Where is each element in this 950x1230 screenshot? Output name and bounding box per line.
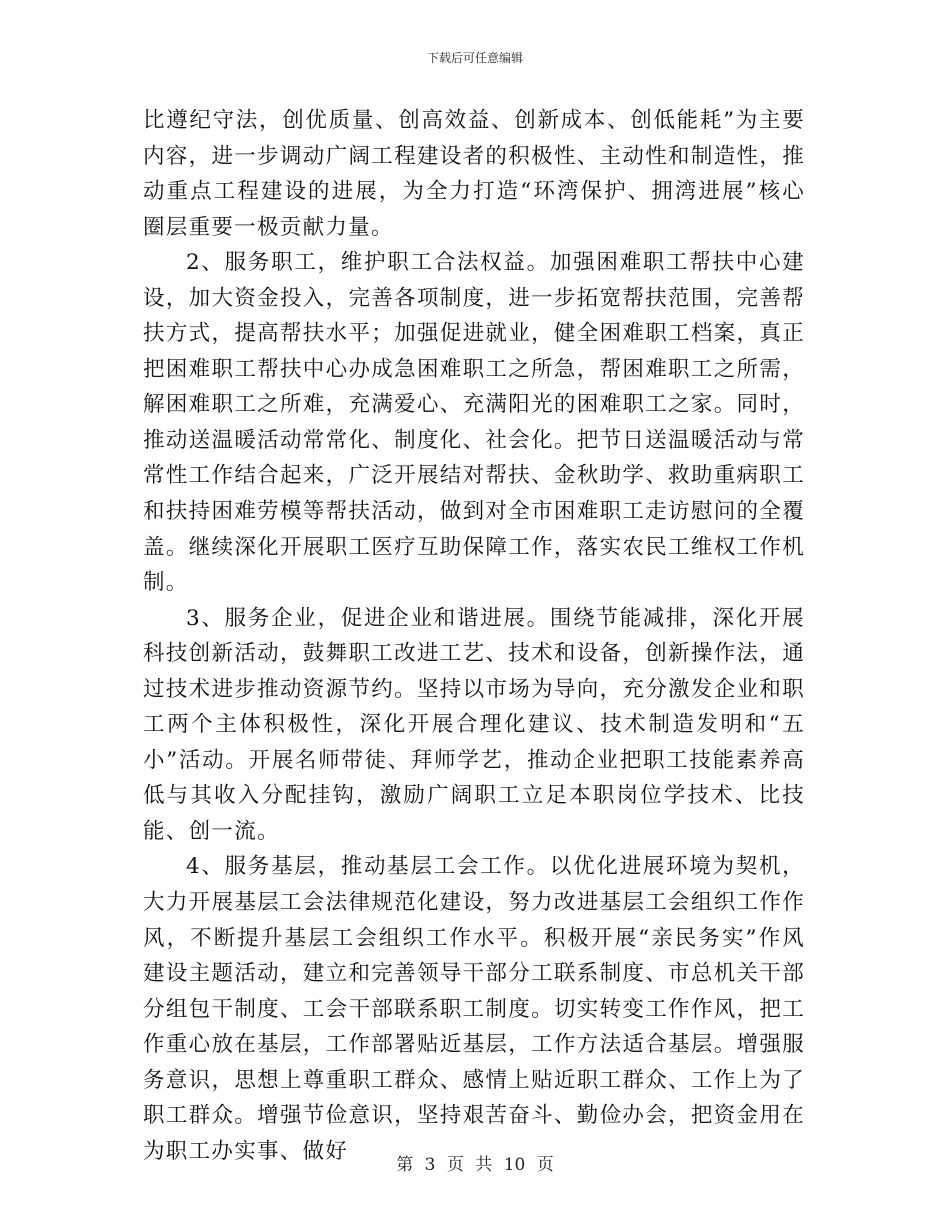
paragraph-serve-workers: 2、服务职工，维护职工合法权益。加强困难职工帮扶中心建设，加大资金投入，完善各项制度，进一步拓宽帮扶范围，完善帮扶方式，提高帮扶水平；加强促进就业，健全困难职工档案，真正把困难职工帮扶中心办成急困难职工之所急，帮困难职工之所需，解困难职工之所难，充满爱心、充满阳光的困难职工之家。同时，推动送温暖活动常常化、制度化、社会化。把节日送温暖活动与常常性工作结合起来，广泛开展结对帮扶、金秋助学、救助重病职工和扶持困难劳模等帮扶活动，做到对全市困难职工走访慰问的全覆盖。继续深化开展职工医疗互助保障工作，落实农民工维权工作机制。: [143, 250, 805, 596]
page-header-note: 下载后可任意编辑: [426, 51, 523, 65]
page-number-footer: 第 3 页 共 10 页: [396, 1155, 554, 1175]
paragraph-continuation: 比遵纪守法，创优质量、创高效益、创新成本、创低能耗”为主要内容，进一步调动广阔工程建设者的积极性、主动性和制造性，推动重点工程建设的进展，为全力打造“环湾保护、拥湾进展”核心圈层重要一极贡献力量。: [143, 108, 805, 240]
document-body: [143, 103, 805, 1169]
paragraph-serve-enterprises: 3、服务企业，促进企业和谐进展。围绕节能减排，深化开展科技创新活动，鼓舞职工改进工艺、技术和设备，创新操作法，通过技术进步推动资源节约。坚持以市场为导向，充分激发企业和职工两个主体积极性，深化开展合理化建议、技术制造发明和“五小”活动。开展名师带徒、拜师学艺，推动企业把职工技能素养高低与其收入分配挂钩，激励广阔职工立足本职岗位学技术、比技能、创一流。: [143, 605, 805, 844]
paragraph-serve-grassroots: 4、服务基层，推动基层工会工作。以优化进展环境为契机，大力开展基层工会法律规范化建设，努力改进基层工会组织工作作风，不断提升基层工会组织工作水平。积极开展“亲民务实”作风建设主题活动，建立和完善领导干部分工联系制度、市总机关干部分组包干制度、工会干部联系职工制度。切实转变工作作风，把工作重心放在基层，工作部署贴近基层，工作方法适合基层。增强服务意识，思想上尊重职工群众、感情上贴近职工群众、工作上为了职工群众。增强节俭意识，坚持艰苦奋斗、勤俭办会，把资金用在为职工办实事、做好: [143, 854, 805, 1164]
